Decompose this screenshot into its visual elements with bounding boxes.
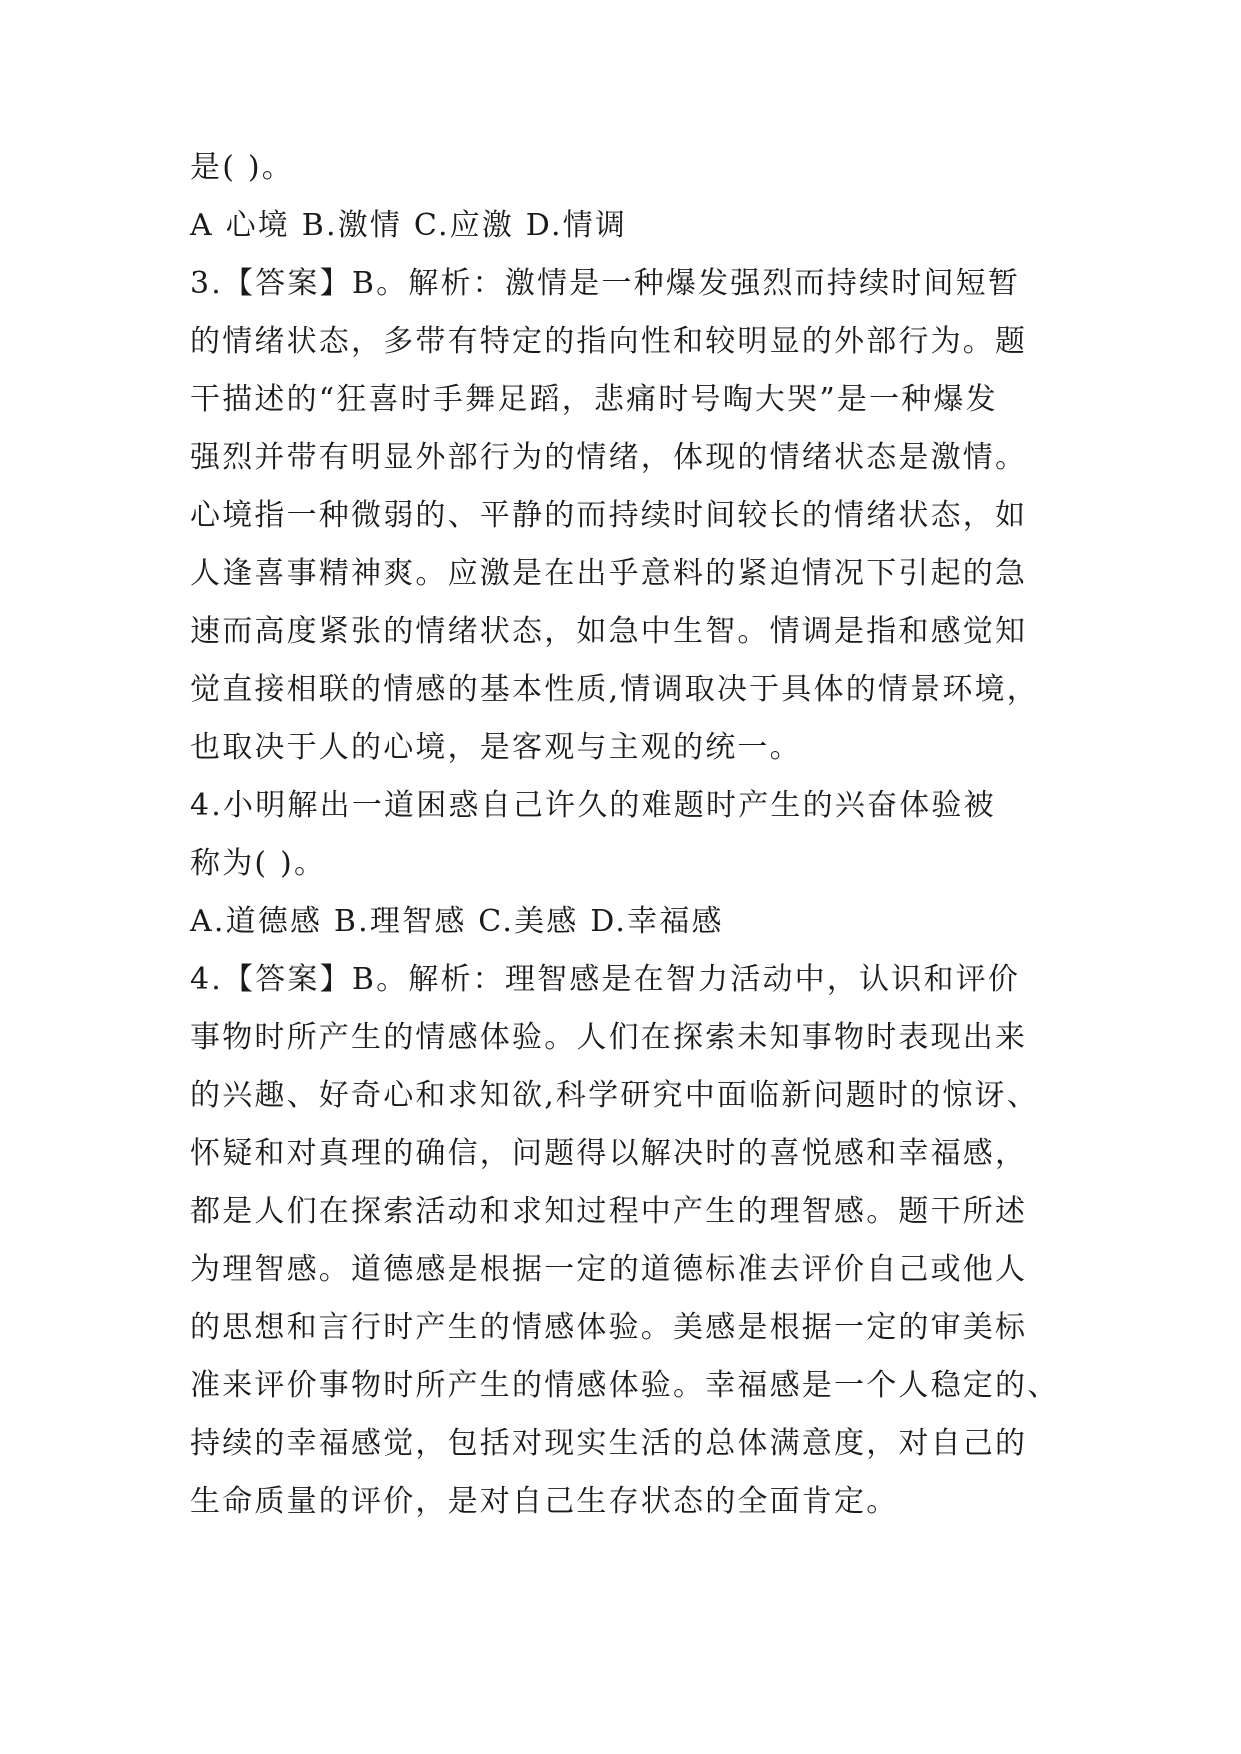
text-line: 都是人们在探索活动和求知过程中产生的理智感。题干所述 bbox=[190, 1194, 1028, 1229]
text-line: 的兴趣、好奇心和求知欲,科学研究中面临新问题时的惊讶、 bbox=[190, 1078, 1039, 1113]
text-line: 干描述的“狂喜时手舞足蹈，悲痛时号啕大哭”是一种爆发 bbox=[190, 382, 998, 417]
text-line: 4.【答案】B。解析：理智感是在智力活动中，认识和评价 bbox=[190, 962, 1021, 997]
text-line: 心境指一种微弱的、平静的而持续时间较长的情绪状态，如 bbox=[190, 498, 1028, 533]
text-line: 也取决于人的心境，是客观与主观的统一。 bbox=[190, 730, 802, 765]
text-line: 觉直接相联的情感的基本性质,情调取决于具体的情景环境， bbox=[190, 672, 1039, 707]
text-line: 4.小明解出一道困惑自己许久的难题时产生的兴奋体验被 bbox=[190, 788, 996, 823]
text-line: 为理智感。道德感是根据一定的道德标准去评价自己或他人 bbox=[190, 1252, 1028, 1287]
text-line: 怀疑和对真理的确信，问题得以解决时的喜悦感和幸福感， bbox=[190, 1136, 1028, 1171]
text-line: 3.【答案】B。解析：激情是一种爆发强烈而持续时间短暂 bbox=[190, 266, 1021, 301]
text-line: A.道德感 B.理智感 C.美感 D.幸福感 bbox=[190, 904, 724, 939]
text-line: 持续的幸福感觉，包括对现实生活的总体满意度，对自己的 bbox=[190, 1426, 1028, 1461]
text-line: 是( )。 bbox=[190, 150, 294, 185]
text-line: 人逢喜事精神爽。应激是在出乎意料的紧迫情况下引起的急 bbox=[190, 556, 1028, 591]
text-line: 生命质量的评价，是对自己生存状态的全面肯定。 bbox=[190, 1484, 899, 1519]
text-line: 称为( )。 bbox=[190, 846, 327, 881]
text-line: A 心境 B.激情 C.应激 D.情调 bbox=[190, 208, 628, 243]
text-line: 的情绪状态，多带有特定的指向性和较明显的外部行为。题 bbox=[190, 324, 1028, 359]
text-line: 的思想和言行时产生的情感体验。美感是根据一定的审美标 bbox=[190, 1310, 1028, 1345]
text-line: 强烈并带有明显外部行为的情绪，体现的情绪状态是激情。 bbox=[190, 440, 1028, 475]
text-line: 速而高度紧张的情绪状态，如急中生智。情调是指和感觉知 bbox=[190, 614, 1028, 649]
text-line: 事物时所产生的情感体验。人们在探索未知事物时表现出来 bbox=[190, 1020, 1028, 1055]
text-line: 准来评价事物时所产生的情感体验。幸福感是一个人稳定的、 bbox=[190, 1368, 1060, 1403]
